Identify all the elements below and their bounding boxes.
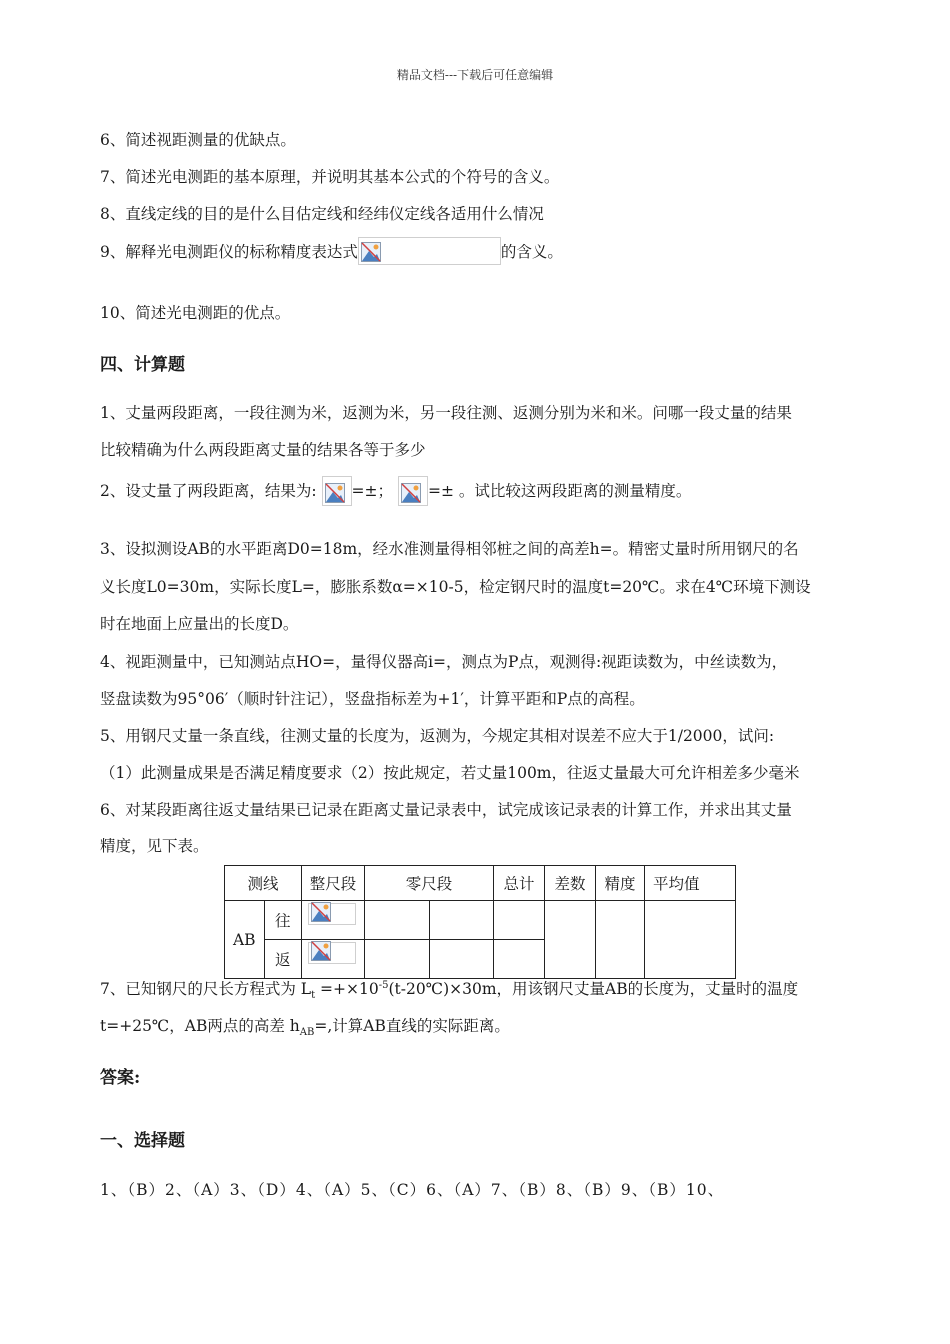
table-cell xyxy=(545,901,596,979)
table-cell xyxy=(302,901,365,940)
table-header-cell: 总计 xyxy=(494,866,545,901)
calc-7-superscript: -5 xyxy=(378,979,389,991)
calc-7-text: t=+25℃，AB两点的高差 h xyxy=(100,1017,300,1035)
calc-2-text-b: =±； xyxy=(351,482,394,500)
calc-7-text: 7、已知钢尺的尺长方程式为 L xyxy=(100,980,312,998)
table-row-label: 往 xyxy=(264,901,302,940)
calc-7-line-2 xyxy=(100,1014,510,1038)
calc-3-line-2: 义长度L0=30m，实际长度L=，膨胀系数α=×10-5，检定钢尺时的温度t=20℃。求在4℃环境下测设 xyxy=(100,578,811,596)
calc-2 xyxy=(100,478,691,506)
broken-image-icon xyxy=(311,902,331,922)
broken-image-icon xyxy=(325,483,345,503)
section-4-heading: 四、计算题 xyxy=(100,355,185,375)
table-cell xyxy=(302,940,365,979)
question-9-text-a: 9、解释光电测距仪的标称精度表达式 xyxy=(100,243,358,261)
calc-7-line-1 xyxy=(100,977,798,1001)
calc-2-text-a: 2、设丈量了两段距离，结果为: xyxy=(100,482,317,500)
formula-image-placeholder xyxy=(322,476,352,506)
answers-title: 答案: xyxy=(100,1068,141,1088)
calc-7-text: =+×10 xyxy=(315,980,379,998)
calc-6-line-1: 6、对某段距离往返丈量结果已记录在距离丈量记录表中，试完成该记录表的计算工作，并求出其丈量 xyxy=(100,801,792,819)
table-cell xyxy=(429,901,494,940)
table-row-label: 返 xyxy=(264,940,302,979)
table-cell xyxy=(365,940,430,979)
question-8: 8、直线定线的目的是什么目估定线和经纬仪定线各适用什么情况 xyxy=(100,205,544,223)
value-image-placeholder xyxy=(308,903,356,925)
table-header-cell: 精度 xyxy=(596,866,645,901)
question-9-text-b: 的含义。 xyxy=(500,243,563,261)
question-6: 6、简述视距测量的优缺点。 xyxy=(100,131,296,149)
distance-record-table xyxy=(224,865,736,979)
calc-2-text-c: =± 。试比较这两段距离的测量精度。 xyxy=(427,482,692,500)
value-image-placeholder xyxy=(308,942,356,964)
calc-7-subscript: AB xyxy=(299,1027,315,1039)
table-line-name: AB xyxy=(225,901,265,979)
calc-3-line-3: 时在地面上应量出的长度D。 xyxy=(100,615,299,633)
table-header-cell: 差数 xyxy=(545,866,596,901)
table-cell xyxy=(494,940,545,979)
formula-image-placeholder xyxy=(358,237,501,265)
calc-5-line-2: （1）此测量成果是否满足精度要求（2）按此规定，若丈量100m，往返丈量最大可允许相差多少毫米 xyxy=(100,764,800,782)
broken-image-icon xyxy=(361,242,381,262)
calc-4-line-2: 竖盘读数为95°06′（顺时针注记），竖盘指标差为+1′，计算平距和P点的高程。 xyxy=(100,690,645,708)
formula-image-placeholder xyxy=(398,476,428,506)
table-cell xyxy=(494,901,545,940)
question-10: 10、简述光电测距的优点。 xyxy=(100,304,291,322)
calc-1-line-1: 1、丈量两段距离，一段往测为米，返测为米，另一段往测、返测分别为米和米。问哪一段丈量的结果 xyxy=(100,404,792,422)
table-header-cell: 平均值 xyxy=(645,866,736,901)
page-header: 精品文档---下载后可任意编辑 xyxy=(396,68,554,82)
question-9 xyxy=(100,240,563,265)
calc-3-line-1: 3、设拟测设AB的水平距离D0=18m，经水准测量得相邻桩之间的高差h=。精密丈量时所用钢尺的名 xyxy=(100,540,799,558)
calc-7-subscript: t xyxy=(311,990,316,1002)
table-header-cell: 整尺段 xyxy=(302,866,365,901)
answers-line-1: 1、（B）2、（A）3、（D）4、（A）5、（C）6、（A）7、（B）8、（B）9、（B）10、 xyxy=(100,1181,725,1199)
broken-image-icon xyxy=(311,941,331,961)
table-cell xyxy=(365,901,430,940)
table-cell xyxy=(645,901,736,979)
calc-4-line-1: 4、视距测量中，已知测站点HO=，量得仪器高i=，测点为P点，观测得:视距读数为，中丝读数为， xyxy=(100,653,788,671)
calc-7-text: (t-20℃)×30m，用该钢尺丈量AB的长度为，丈量时的温度 xyxy=(388,980,799,998)
calc-5-line-1: 5、用钢尺丈量一条直线，往测丈量的长度为，返测为，今规定其相对误差不应大于1/2000，试问: xyxy=(100,727,775,745)
table-header-cell: 测线 xyxy=(225,866,302,901)
table-cell xyxy=(429,940,494,979)
question-7: 7、简述光电测距的基本原理，并说明其基本公式的个符号的含义。 xyxy=(100,168,560,186)
calc-1-line-2: 比较精确为什么两段距离丈量的结果各等于多少 xyxy=(100,441,426,459)
table-header-cell: 零尺段 xyxy=(365,866,494,901)
broken-image-icon xyxy=(401,483,421,503)
section-1-heading: 一、选择题 xyxy=(100,1131,185,1151)
calc-7-text: =,计算AB直线的实际距离。 xyxy=(314,1017,510,1035)
calc-6-line-2: 精度，见下表。 xyxy=(100,837,209,855)
table-cell xyxy=(596,901,645,979)
